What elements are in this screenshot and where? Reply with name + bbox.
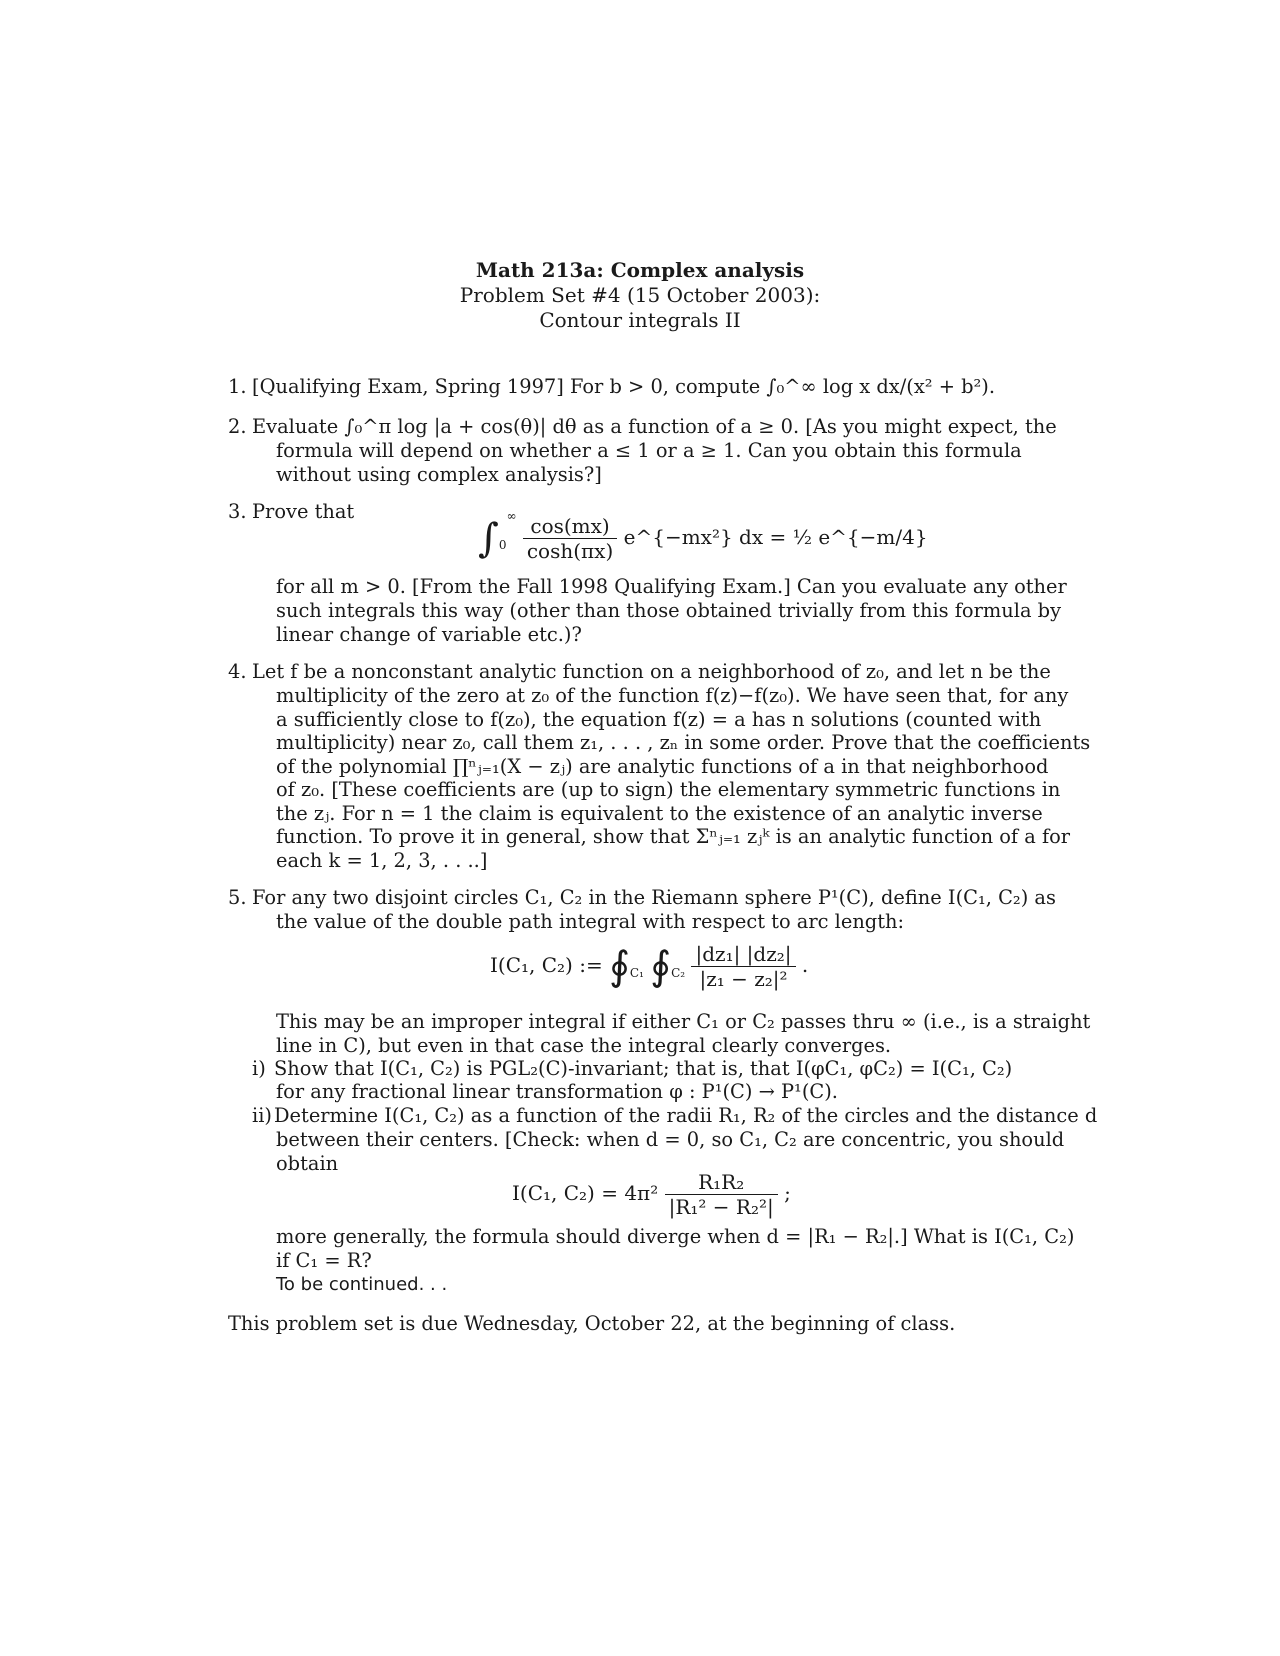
problem-4-line-4: multiplicity) near z₀, call them z₁, . . . , zₙ in some order. Prove that the coefficients [276, 731, 1091, 754]
course-title: Math 213a: Complex analysis [475, 258, 805, 282]
problem-set-subtitle: Contour integrals II [539, 308, 741, 332]
problem-5-formula: I(C₁, C₂) := $∮_{C_1}$ $∮_{C_2}$ $\frac{\text{|dz₁| |dz₂|}}{\text{|z₁ − z₂|²}}$ . [490, 942, 809, 991]
problem-5-formula-2-fraction [665, 1170, 778, 1219]
problem-3-fraction [523, 514, 617, 563]
problem-5-part-ii-label: ii) [252, 1104, 272, 1127]
problem-3-denominator: cosh(πx) [526, 539, 614, 563]
problem-5-part-i-label: i) [252, 1057, 266, 1080]
problem-5-line-2: the value of the double path integral with respect to arc length: [276, 910, 905, 933]
problem-4-line-9: each k = 1, 2, 3, . . ..] [276, 849, 488, 872]
problem-5-line-1: For any two disjoint circles C₁, C₂ in the Riemann sphere P¹(C), define I(C₁, C₂) as [252, 886, 1056, 909]
problem-3-formula-rest: e^{−mx²} dx = ½ e^{−m/4} [623, 525, 928, 549]
problem-4-line-6: of z₀. [These coefficients are (up to sign) the elementary symmetric functions in [276, 778, 1061, 801]
problem-5-part-ii-line-4: more generally, the formula should diverge when d = |R₁ − R₂|.] What is I(C₁, C₂) [276, 1225, 1075, 1248]
problem-5-part-i-line-1: Show that I(C₁, C₂) is PGL₂(C)-invariant; that is, that I(φC₁, φC₂) = I(C₁, C₂) [274, 1057, 1013, 1080]
problem-5-formula-2-denominator: |R₁² − R₂²| [668, 1195, 774, 1219]
problem-5-part-ii-line-1: Determine I(C₁, C₂) as a function of the radii R₁, R₂ of the circles and the distance d [274, 1104, 1098, 1127]
problem-4-line-7: the zⱼ. For n = 1 the claim is equivalent to the existence of an analytic inverse [276, 802, 1043, 825]
problem-4-line-1: Let f be a nonconstant analytic function on a neighborhood of z₀, and let n be the [252, 660, 1051, 683]
problem-5-part-ii-line-3: obtain [276, 1152, 339, 1175]
problem-5-formula-2: I(C₁, C₂) = 4π² $\frac{\text{R₁R₂}}{\text{|R₁² − R₂²|}}$ ; [512, 1170, 791, 1219]
problem-4-line-3: a sufficiently close to f(z₀), the equation f(z) = a has n solutions (counted with [276, 708, 1042, 731]
problem-5-part-ii-line-5: if C₁ = R? [276, 1249, 372, 1272]
problem-4-line-2: multiplicity of the zero at z₀ of the function f(z)−f(z₀). We have seen that, for any [276, 684, 1069, 707]
problem-set-heading: Problem Set #4 (15 October 2003): [459, 283, 821, 307]
problem-3-line-2: such integrals this way (other than those obtained trivially from this formula by [276, 599, 1062, 622]
problem-2-line-3: without using complex analysis?] [276, 463, 602, 486]
problem-3-intro: Prove that [252, 500, 355, 523]
problem-3-line-3: linear change of variable etc.)? [276, 623, 582, 646]
problem-3-formula: $\int_0^\infty$ $\frac{\cos(mx)}{\cosh(\pi x)}$ e^{−mx²} dx = ½ e^{−m/4} [478, 509, 928, 563]
problem-3-number: 3. [228, 500, 247, 523]
problem-5-formula-lhs: I(C₁, C₂) := [490, 953, 603, 977]
problem-3-numerator: cos(mx) [523, 514, 617, 539]
problem-4-number: 4. [228, 660, 247, 683]
problem-5-fraction [691, 942, 795, 991]
problem-5-formula-2-lhs: I(C₁, C₂) = 4π² [512, 1181, 659, 1205]
problem-4-line-8: function. To prove it in general, show that Σⁿⱼ₌₁ zⱼᵏ is an analytic function of a for [276, 825, 1071, 848]
due-date-note: This problem set is due Wednesday, October 22, at the beginning of class. [228, 1312, 956, 1335]
problem-5-number: 5. [228, 886, 247, 909]
problem-1-text: [Qualifying Exam, Spring 1997] For b > 0, compute ∫₀^∞ log x dx/(x² + b²). [252, 375, 996, 398]
problem-5-note-2: line in C), but even in that case the integral clearly converges. [276, 1034, 892, 1057]
problem-2-line-1: Evaluate ∫₀^π log |a + cos(θ)| dθ as a function of a ≥ 0. [As you might expect, the [252, 415, 1057, 438]
problem-3-line-1: for all m > 0. [From the Fall 1998 Qualifying Exam.] Can you evaluate any other [276, 575, 1067, 598]
problem-1-number: 1. [228, 375, 247, 398]
problem-5-formula-2-numerator: R₁R₂ [665, 1170, 778, 1195]
problem-4-line-5: of the polynomial ∏ⁿⱼ₌₁(X − zⱼ) are analytic functions of a in that neighborhood [276, 755, 1049, 778]
problem-5-part-i-line-2: for any fractional linear transformation φ : P¹(C) → P¹(C). [276, 1080, 838, 1103]
problem-5-part-ii-line-2: between their centers. [Check: when d = 0, so C₁, C₂ are concentric, you should [276, 1128, 1065, 1151]
problem-2-number: 2. [228, 415, 247, 438]
problem-5-denominator: |z₁ − z₂|² [699, 967, 788, 991]
problem-5-numerator: |dz₁| |dz₂| [691, 942, 795, 967]
problem-5-note-1: This may be an improper integral if either C₁ or C₂ passes thru ∞ (i.e., is a straight [276, 1010, 1091, 1033]
to-be-continued: To be continued. . . [276, 1274, 448, 1295]
problem-2-line-2: formula will depend on whether a ≤ 1 or a ≥ 1. Can you obtain this formula [276, 439, 1022, 462]
title-block [440, 258, 840, 333]
